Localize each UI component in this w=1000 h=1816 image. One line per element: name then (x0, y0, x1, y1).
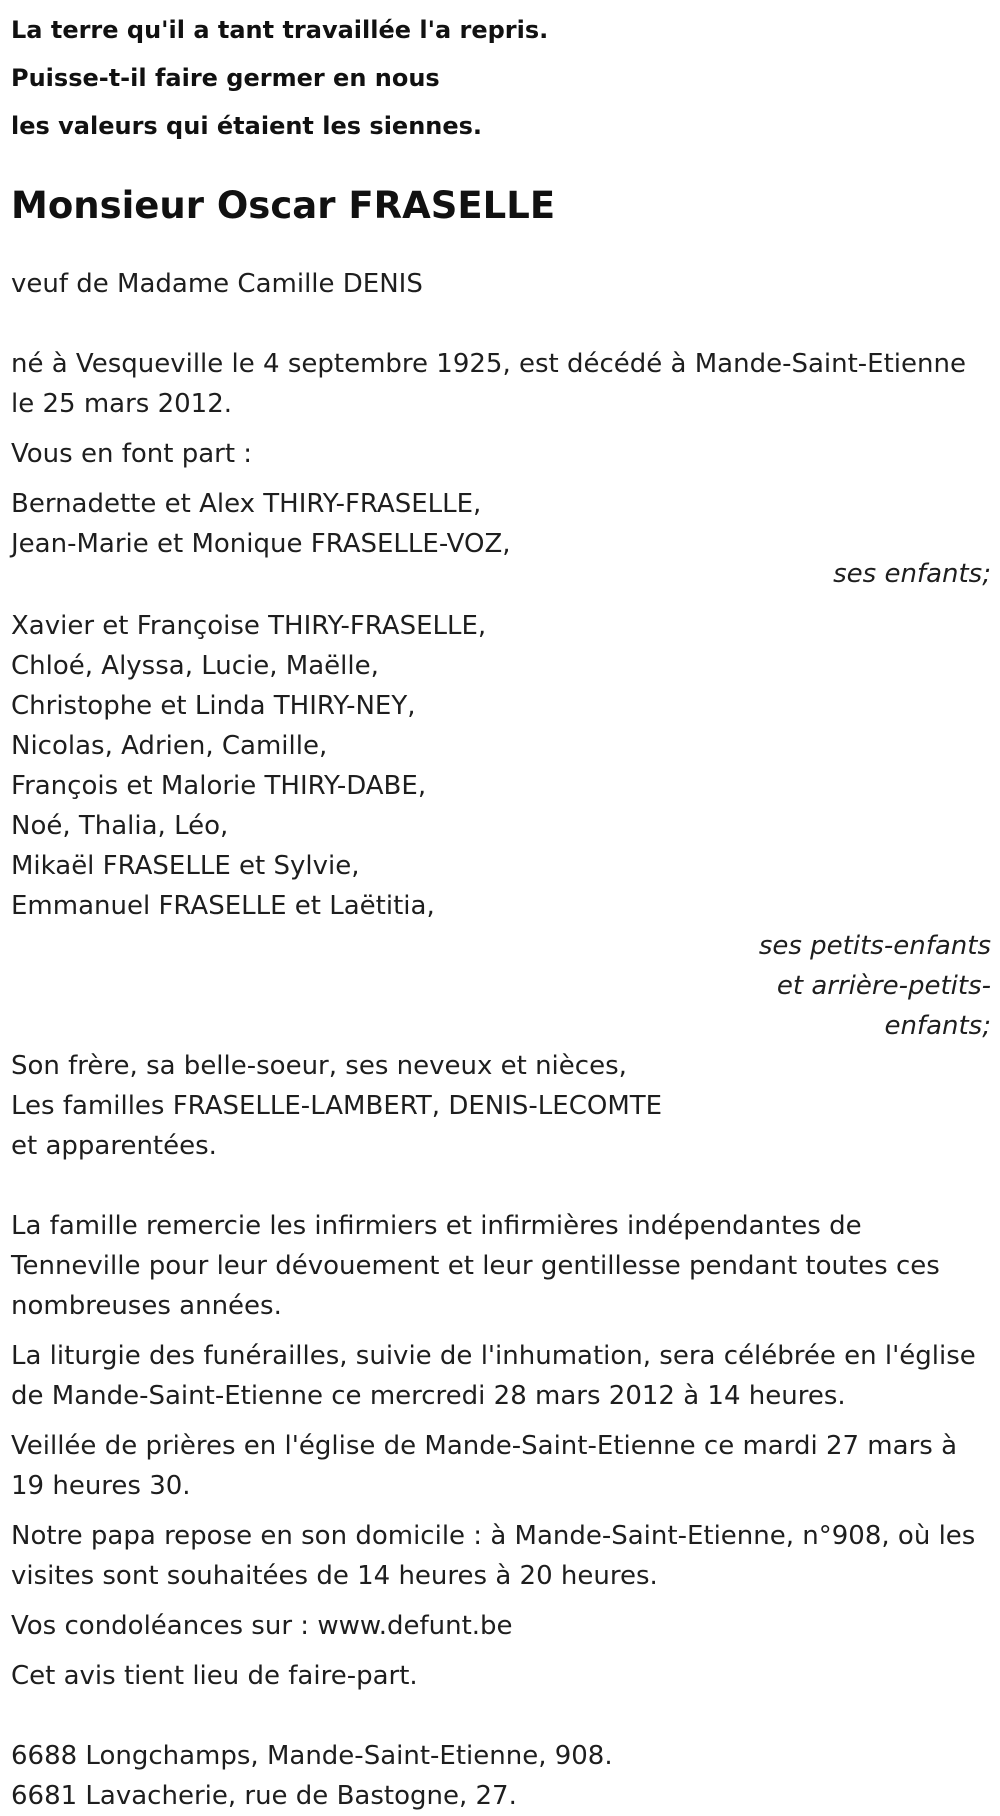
other-family (11, 1046, 991, 1166)
family-member: Jean-Marie et Monique FRASELLE-VOZ, (11, 529, 511, 559)
condolences-line: Vos condoléances sur : www.defunt.be (11, 1611, 513, 1641)
epitaph-line: La terre qu'il a tant travaillée l'a repris. (11, 16, 549, 44)
family-member: François et Malorie THIRY-DABE, (11, 771, 427, 801)
family-member: Christophe et Linda THIRY-NEY, (11, 691, 416, 721)
grandchildren-role (11, 926, 991, 1046)
grandchildren-list (11, 606, 991, 926)
address-line: 6688 Longchamps, Mande-Saint-Etienne, 908. (11, 1741, 613, 1771)
birth-death-line: né à Vesqueville le 4 septembre 1925, est décédé à Mande-Saint-Etienne (11, 349, 966, 379)
family-member: Bernadette et Alex THIRY-FRASELLE, (11, 489, 482, 519)
thanks-paragraph: La famille remercie les infirmiers et infirmières indépendantes de Tenneville pour leur dévouement et leur gentillesse pendant toutes ces nombreuses années. (11, 1211, 940, 1321)
family-member: Noé, Thalia, Léo, (11, 811, 229, 841)
epitaph-line: Puisse-t-il faire germer en nous (11, 64, 440, 92)
children-list (11, 484, 991, 564)
epitaph-line: les valeurs qui étaient les siennes. (11, 112, 483, 140)
funeral-paragraph: La liturgie des funérailles, suivie de l'inhumation, sera célébrée en l'église de Mande-Saint-Etienne ce mercredi 28 mars 2012 à 14 heures. (11, 1341, 976, 1411)
epitaph (11, 6, 991, 150)
deceased-name: Monsieur Oscar FRASELLE (11, 184, 556, 227)
grandchildren-role-line: ses petits-enfants (758, 931, 991, 961)
grandchildren-role-line: et arrière-petits- (776, 971, 991, 1001)
widower-of: veuf de Madame Camille DENIS (11, 269, 423, 299)
children-role: ses enfants; (833, 559, 991, 589)
address-line: 6681 Lavacherie, rue de Bastogne, 27. (11, 1781, 517, 1811)
notice-line: Cet avis tient lieu de faire-part. (11, 1661, 418, 1691)
family-member: Les familles FRASELLE-LAMBERT, DENIS-LECOMTE (11, 1091, 663, 1121)
grandchildren-role-line: enfants; (884, 1011, 991, 1041)
obituary-notice (11, 6, 991, 1816)
birth-death (11, 344, 991, 424)
vigil-paragraph: Veillée de prières en l'église de Mande-Saint-Etienne ce mardi 27 mars à 19 heures 30. (11, 1431, 958, 1501)
family-member: Xavier et Françoise THIRY-FRASELLE, (11, 611, 487, 641)
family-member: Nicolas, Adrien, Camille, (11, 731, 328, 761)
birth-death-line: le 25 mars 2012. (11, 389, 233, 419)
family-member: Emmanuel FRASELLE et Laëtitia, (11, 891, 435, 921)
announcement-intro: Vous en font part : (11, 439, 253, 469)
family-member: Chloé, Alyssa, Lucie, Maëlle, (11, 651, 379, 681)
addresses (11, 1736, 991, 1816)
family-member: Son frère, sa belle-soeur, ses neveux et nièces, (11, 1051, 627, 1081)
family-member: Mikaël FRASELLE et Sylvie, (11, 851, 360, 881)
family-member: et apparentées. (11, 1131, 217, 1161)
visitation-paragraph: Notre papa repose en son domicile : à Mande-Saint-Etienne, n°908, où les visites sont souhaitées de 14 heures à 20 heures. (11, 1521, 976, 1591)
